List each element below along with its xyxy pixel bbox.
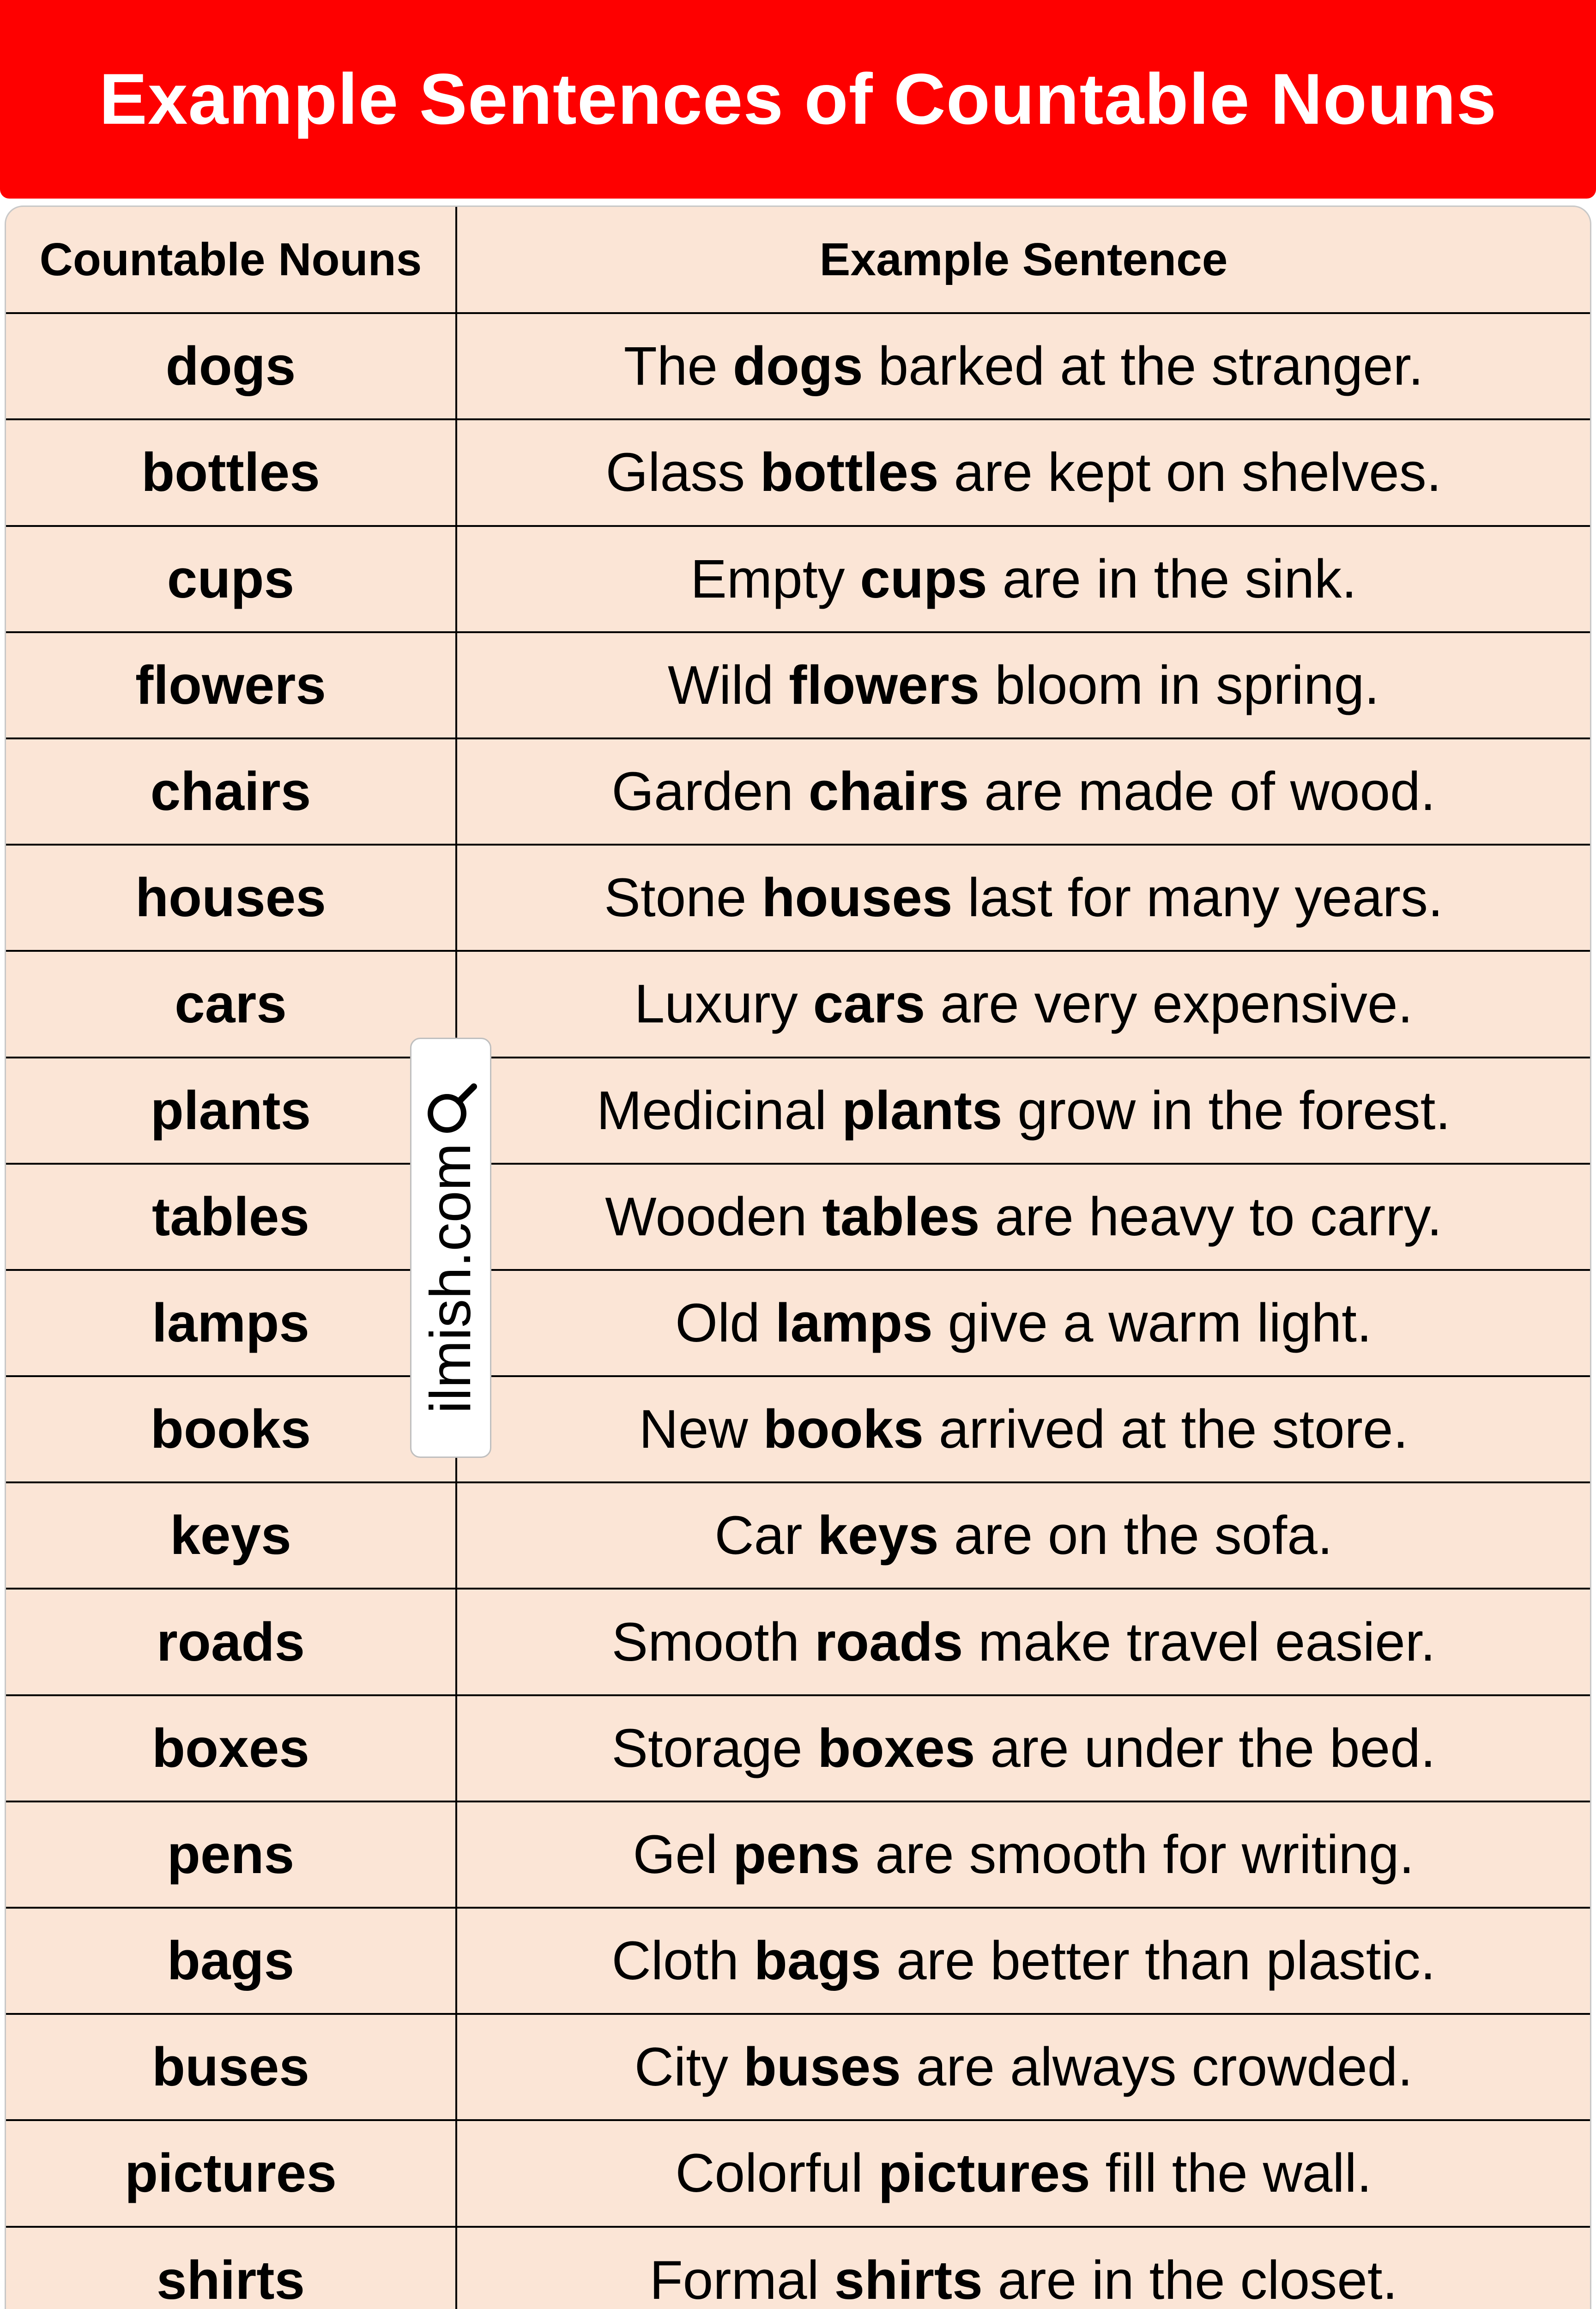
sentence-text-after: last for many years. xyxy=(952,867,1443,929)
sentence-highlighted-noun: houses xyxy=(762,867,953,929)
noun-cell: pictures xyxy=(6,2120,456,2226)
sentence-text-after: make travel easier. xyxy=(963,1611,1436,1673)
search-icon xyxy=(423,1082,478,1137)
sentence-text-after: bloom in spring. xyxy=(979,654,1380,716)
example-sentence-cell xyxy=(456,2120,1590,2226)
sentence-highlighted-noun: pens xyxy=(732,1824,860,1885)
sentence-text-after: are kept on shelves. xyxy=(938,442,1442,503)
example-sentence-cell xyxy=(456,1164,1590,1270)
table-row xyxy=(6,1908,1590,2014)
table-row xyxy=(6,632,1590,738)
table-row xyxy=(6,1695,1590,1801)
sentence-text-after: are heavy to carry. xyxy=(979,1186,1442,1247)
sentence-text-after: are better than plastic. xyxy=(881,1930,1436,1992)
watermark-badge xyxy=(410,1038,491,1458)
sentence-text-after: fill the wall. xyxy=(1090,2143,1372,2204)
example-sentence-cell xyxy=(456,738,1590,845)
sentence-highlighted-noun: lamps xyxy=(775,1292,933,1354)
example-sentence-cell xyxy=(456,845,1590,951)
sentence-highlighted-noun: cups xyxy=(860,548,987,610)
sentence-highlighted-noun: boxes xyxy=(817,1717,975,1779)
sentence-highlighted-noun: cars xyxy=(813,973,925,1035)
table-row xyxy=(6,1801,1590,1908)
watermark-text: ilmish.com xyxy=(419,1143,483,1414)
sentence-text-before: Formal xyxy=(649,2249,834,2309)
noun-cell: plants xyxy=(6,1058,456,1164)
column-header-countable-nouns: Countable Nouns xyxy=(39,233,422,285)
table-row xyxy=(6,1482,1590,1589)
sentence-text-before: Storage xyxy=(611,1717,818,1779)
sentence-text-after: are under the bed. xyxy=(975,1717,1436,1779)
noun-cell: tables xyxy=(6,1164,456,1270)
sentence-text-after: are smooth for writing. xyxy=(860,1824,1415,1885)
sentence-text-before: Empty xyxy=(690,548,860,610)
noun-cell: keys xyxy=(6,1482,456,1589)
table-row xyxy=(6,313,1590,419)
column-header-example-sentence: Example Sentence xyxy=(456,207,1590,313)
table-row xyxy=(6,1164,1590,1270)
sentence-text-before: Stone xyxy=(604,867,762,929)
sentence-text-after: are in the closet. xyxy=(982,2249,1398,2309)
noun-cell: books xyxy=(6,1376,456,1482)
table-row xyxy=(6,1058,1590,1164)
sentence-highlighted-noun: tables xyxy=(822,1186,980,1247)
sentence-text-before: Old xyxy=(675,1292,775,1354)
example-sentence-cell xyxy=(456,1270,1590,1376)
sentence-highlighted-noun: keys xyxy=(817,1505,939,1566)
noun-cell: houses xyxy=(6,845,456,951)
noun-cell: bottles xyxy=(6,419,456,526)
table-row xyxy=(6,1589,1590,1695)
sentence-text-before: Medicinal xyxy=(596,1080,842,1141)
sentence-highlighted-noun: plants xyxy=(842,1080,1003,1141)
table-row xyxy=(6,419,1590,526)
table-row xyxy=(6,526,1590,632)
sentence-text-before: Gel xyxy=(633,1824,733,1885)
example-sentence-cell xyxy=(456,1589,1590,1695)
sentence-text-after: give a warm light. xyxy=(932,1292,1372,1354)
table-row xyxy=(6,1376,1590,1482)
table-row xyxy=(6,951,1590,1057)
sentence-highlighted-noun: pictures xyxy=(878,2143,1090,2204)
noun-cell: buses xyxy=(6,2014,456,2120)
sentence-text-after: are very expensive. xyxy=(925,973,1413,1035)
sentence-text-before: City xyxy=(634,2037,744,2098)
page-title: Example Sentences of Countable Nouns xyxy=(99,59,1497,139)
example-sentence-cell xyxy=(456,951,1590,1057)
noun-cell: lamps xyxy=(6,1270,456,1376)
sentence-text-after: grow in the forest. xyxy=(1002,1080,1451,1141)
sentence-text-before: Smooth xyxy=(611,1611,815,1673)
sentence-text-before: Car xyxy=(714,1505,818,1566)
sentence-highlighted-noun: bags xyxy=(754,1930,882,1992)
example-sentence-cell xyxy=(456,632,1590,738)
table-row xyxy=(6,1270,1590,1376)
table-header-row xyxy=(6,207,1590,313)
noun-cell: chairs xyxy=(6,738,456,845)
table-row xyxy=(6,2120,1590,2226)
noun-cell: pens xyxy=(6,1801,456,1908)
sentence-highlighted-noun: chairs xyxy=(808,761,969,822)
sentence-highlighted-noun: books xyxy=(763,1399,924,1460)
sentence-highlighted-noun: buses xyxy=(743,2037,901,2098)
sentence-text-before: Luxury xyxy=(634,973,813,1035)
table-row xyxy=(6,738,1590,845)
sentence-text-after: are always crowded. xyxy=(901,2037,1413,2098)
table-row xyxy=(6,2014,1590,2120)
sentence-highlighted-noun: roads xyxy=(815,1611,963,1673)
sentence-text-after: arrived at the store. xyxy=(923,1399,1409,1460)
example-sentence-cell xyxy=(456,1801,1590,1908)
sentence-highlighted-noun: shirts xyxy=(834,2249,983,2309)
sentence-text-before: Cloth xyxy=(611,1930,754,1992)
sentence-text-before: The xyxy=(623,336,733,397)
example-sentence-cell xyxy=(456,313,1590,419)
sentence-highlighted-noun: dogs xyxy=(732,336,863,397)
example-sentence-cell xyxy=(456,419,1590,526)
example-sentence-cell xyxy=(456,526,1590,632)
example-sentence-cell xyxy=(456,2014,1590,2120)
noun-cell: bags xyxy=(6,1908,456,2014)
noun-cell: cups xyxy=(6,526,456,632)
example-sentence-cell xyxy=(456,1908,1590,2014)
sentence-text-before: Colorful xyxy=(675,2143,878,2204)
sentence-text-after: are made of wood. xyxy=(969,761,1436,822)
table-row xyxy=(6,845,1590,951)
noun-cell: boxes xyxy=(6,1695,456,1801)
sentence-text-before: Wooden xyxy=(605,1186,822,1247)
sentence-text-before: Garden xyxy=(611,761,809,822)
noun-cell: shirts xyxy=(6,2227,456,2309)
noun-cell: flowers xyxy=(6,632,456,738)
example-sentence-cell xyxy=(456,1695,1590,1801)
sentence-text-after: barked at the stranger. xyxy=(863,336,1424,397)
sentence-highlighted-noun: bottles xyxy=(760,442,939,503)
sentence-text-before: Wild xyxy=(667,654,789,716)
example-sentence-cell xyxy=(456,1482,1590,1589)
noun-cell: roads xyxy=(6,1589,456,1695)
example-sentence-cell xyxy=(456,1376,1590,1482)
noun-cell: cars xyxy=(6,951,456,1057)
countable-nouns-table-container xyxy=(5,206,1591,2309)
table-row xyxy=(6,2227,1590,2309)
example-sentence-cell xyxy=(456,1058,1590,1164)
header-banner xyxy=(0,0,1596,199)
countable-nouns-table xyxy=(6,207,1590,2309)
sentence-highlighted-noun: flowers xyxy=(789,654,980,716)
sentence-text-after: are on the sofa. xyxy=(938,1505,1333,1566)
sentence-text-before: Glass xyxy=(605,442,760,503)
example-sentence-cell xyxy=(456,2227,1590,2309)
noun-cell: dogs xyxy=(6,313,456,419)
sentence-text-after: are in the sink. xyxy=(987,548,1357,610)
sentence-text-before: New xyxy=(639,1399,763,1460)
